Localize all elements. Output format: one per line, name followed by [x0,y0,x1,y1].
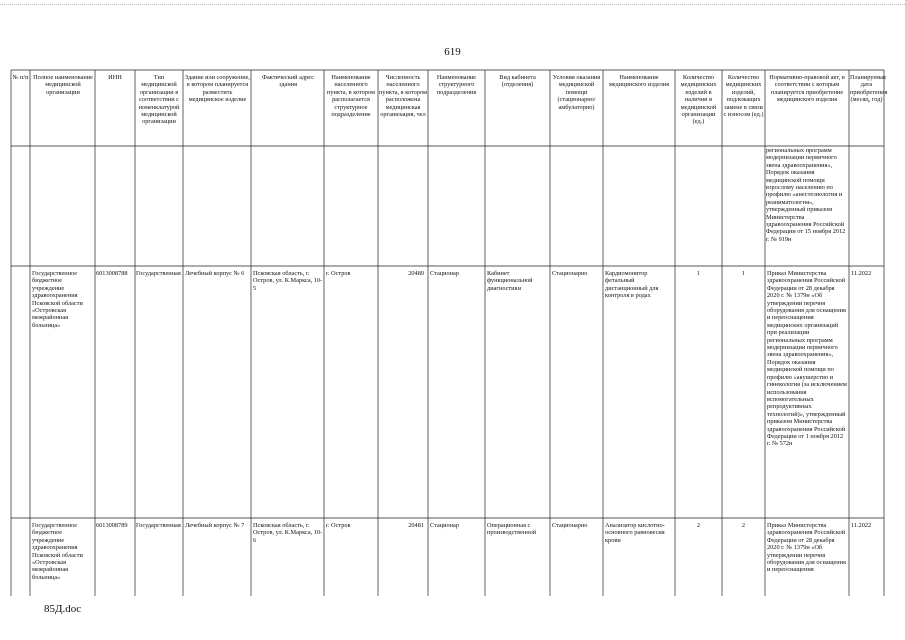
cell-qty-replace: 1 [741,270,746,277]
header-population: Численность населенного пункта, в котором расположена медицинская организация, чел [379,74,427,119]
cell-inn: 6013008789 [96,522,128,529]
header-conditions: Условия оказания медицинской помощи (стационарно/ амбулаторно) [552,74,601,111]
cell-population: 20480 [408,270,424,277]
cell-normative: Приказ Министерства здравоохранения Российской Федерации от 28 декабря 2020 г. № 1379н «Об утверждении перечня оборудования для оснащения и переоснащения медицинских организаций при реализации региональных программ модернизации первичного звена здравоохранения», Порядок оказания медицинской помощи по профилю «акушерство и гинекология (за исключением использования вспомогательных репродуктивных технологий)», утвержденный приказом Министерства здравоохранения Российской Федерации от 1 ноября 2012 г. № 572н [767,270,847,448]
cell-type: Государственная [136,522,181,529]
cell-conditions: Стационарно [552,270,588,277]
cell-date: 11.2022 [851,522,872,529]
cell-building: Лечебный корпус № 6 [185,270,245,277]
cell-qty-replace: 2 [741,522,746,529]
cell-org: Государственное бюджетное учреждение здравоохранения Псковской области «Островская межрайонная больница» [32,522,83,581]
cell-building: Лечебный корпус № 7 [185,522,245,529]
header-org: Полное наименование медицинской организации [33,74,93,96]
cell-qty-present: 2 [696,522,701,529]
cell-org: Государственное бюджетное учреждение здравоохранения Псковской области «Островская межрайонная больница» [32,270,83,329]
cell-settlement: г. Остров [326,522,351,529]
cell-date: 11.2022 [851,270,872,277]
header-date: Планируемая дата приобретения (месяц, год) [850,74,888,104]
cell-address: Псковская область, г. Остров, ул. К.Маркса, 10-5 [253,270,323,292]
header-address: Фактический адрес здания [261,74,315,89]
header-cabinet: Вид кабинета (отделения) [499,74,536,89]
cell-device: Кардиомонитор фетальный дистанционный для контроля в родах [605,270,659,300]
header-normative: Нормативно-правовой акт, в соответствии с которым планируется приобретение медицинского изделия [769,74,845,104]
cell-normative: Приказ Министерства здравоохранения Российской Федерации от 28 декабря 2020 г. № 1379н «Об утверждении перечня оборудования для оснащения и переоснащения [767,522,846,574]
cell-cabinet: Операционная с производственной [487,522,537,537]
footer-filename: 85Д.doc [44,603,82,615]
header-device: Наименование медицинского изделия [608,74,670,89]
cell-device: Анализатор кислотно-основного равновесия крови [605,522,665,544]
cell-inn: 6013008788 [96,270,128,277]
cell-conditions: Стационарно [552,522,588,529]
header-type: Тип медицинской организации в соответствии с номенклатурой медицинской организации [138,74,180,126]
header-num: № п/п [12,74,29,81]
header-settlement: Наименование населенного пункта, в котором располагается структурное подразделение [327,74,375,119]
header-inn: ИНН [108,74,122,81]
cell-cabinet: Кабинет функциональной диагностики [487,270,533,292]
cell-qty-present: 1 [696,270,701,277]
cell-population: 20481 [408,522,424,529]
page-number: 619 [444,46,461,58]
header-unit: Наименование структурного подразделения [436,74,477,96]
cell-settlement: г. Остров [326,270,351,277]
header-building: Здание или сооружение, в котором планируется разместить медицинское изделие [185,74,250,104]
continuation-normative: региональных программ модернизации первичного звена здравоохранения», Порядок оказания медицинской помощи взрослому населению по профилю «анестезиология и реаниматология», утвержденный приказом Министерства здравоохранения Российской Федерации от 15 ноября 2012 г. № 919н [766,147,846,243]
cell-unit: Стационар [430,522,459,529]
cell-unit: Стационар [430,270,459,277]
cell-address: Псковская область, г. Остров, ул. К.Маркса, 10-6 [253,522,323,544]
cell-type: Государственная [136,270,181,277]
header-qty-replace: Количество медицинских изделий, подлежащих замене в связи с износом (ед.) [723,74,764,119]
header-qty-present: Количество медицинских изделий в наличии в медицинской организации (ед.) [680,74,717,126]
